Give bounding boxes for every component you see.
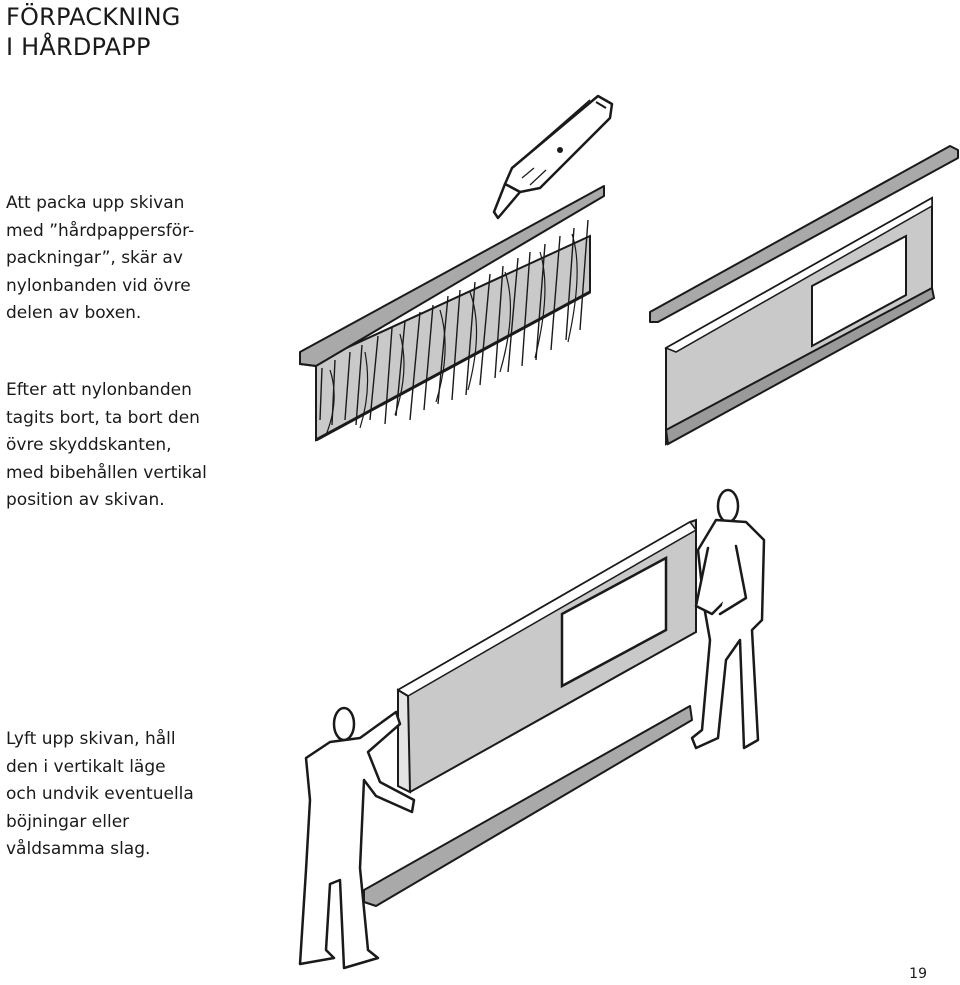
text-line: övre skyddskanten, (6, 435, 172, 455)
board-with-removed-edge (650, 146, 958, 444)
title-line-1: FÖRPACKNING (6, 3, 181, 31)
text-line: våldsamma slag. (6, 839, 151, 859)
text-line: med ”hårdpappersför- (6, 220, 195, 241)
text-line: Att packa upp skivan (6, 193, 185, 213)
text-line: och undvik eventuella (6, 784, 194, 804)
text-line: Lyft upp skivan, håll (6, 729, 176, 749)
cardboard-box-with-straps (300, 186, 604, 440)
text-line: packningar”, skär av (6, 248, 183, 268)
text-line: Efter att nylonbanden (6, 380, 192, 400)
text-line: delen av boxen. (6, 303, 142, 323)
text-line: böjningar eller (6, 811, 130, 832)
text-line: den i vertikalt läge (6, 756, 166, 777)
page-number: 19 (909, 966, 927, 982)
two-people-lifting-board (300, 490, 764, 968)
text-line: nylonbanden vid övre (6, 275, 191, 296)
title-line-2: I HÅRDPAPP (6, 33, 151, 61)
text-line: position av skivan. (6, 490, 165, 510)
text-line: tagits bort, ta bort den (6, 407, 200, 428)
text-line: med bibehållen vertikal (6, 462, 207, 483)
